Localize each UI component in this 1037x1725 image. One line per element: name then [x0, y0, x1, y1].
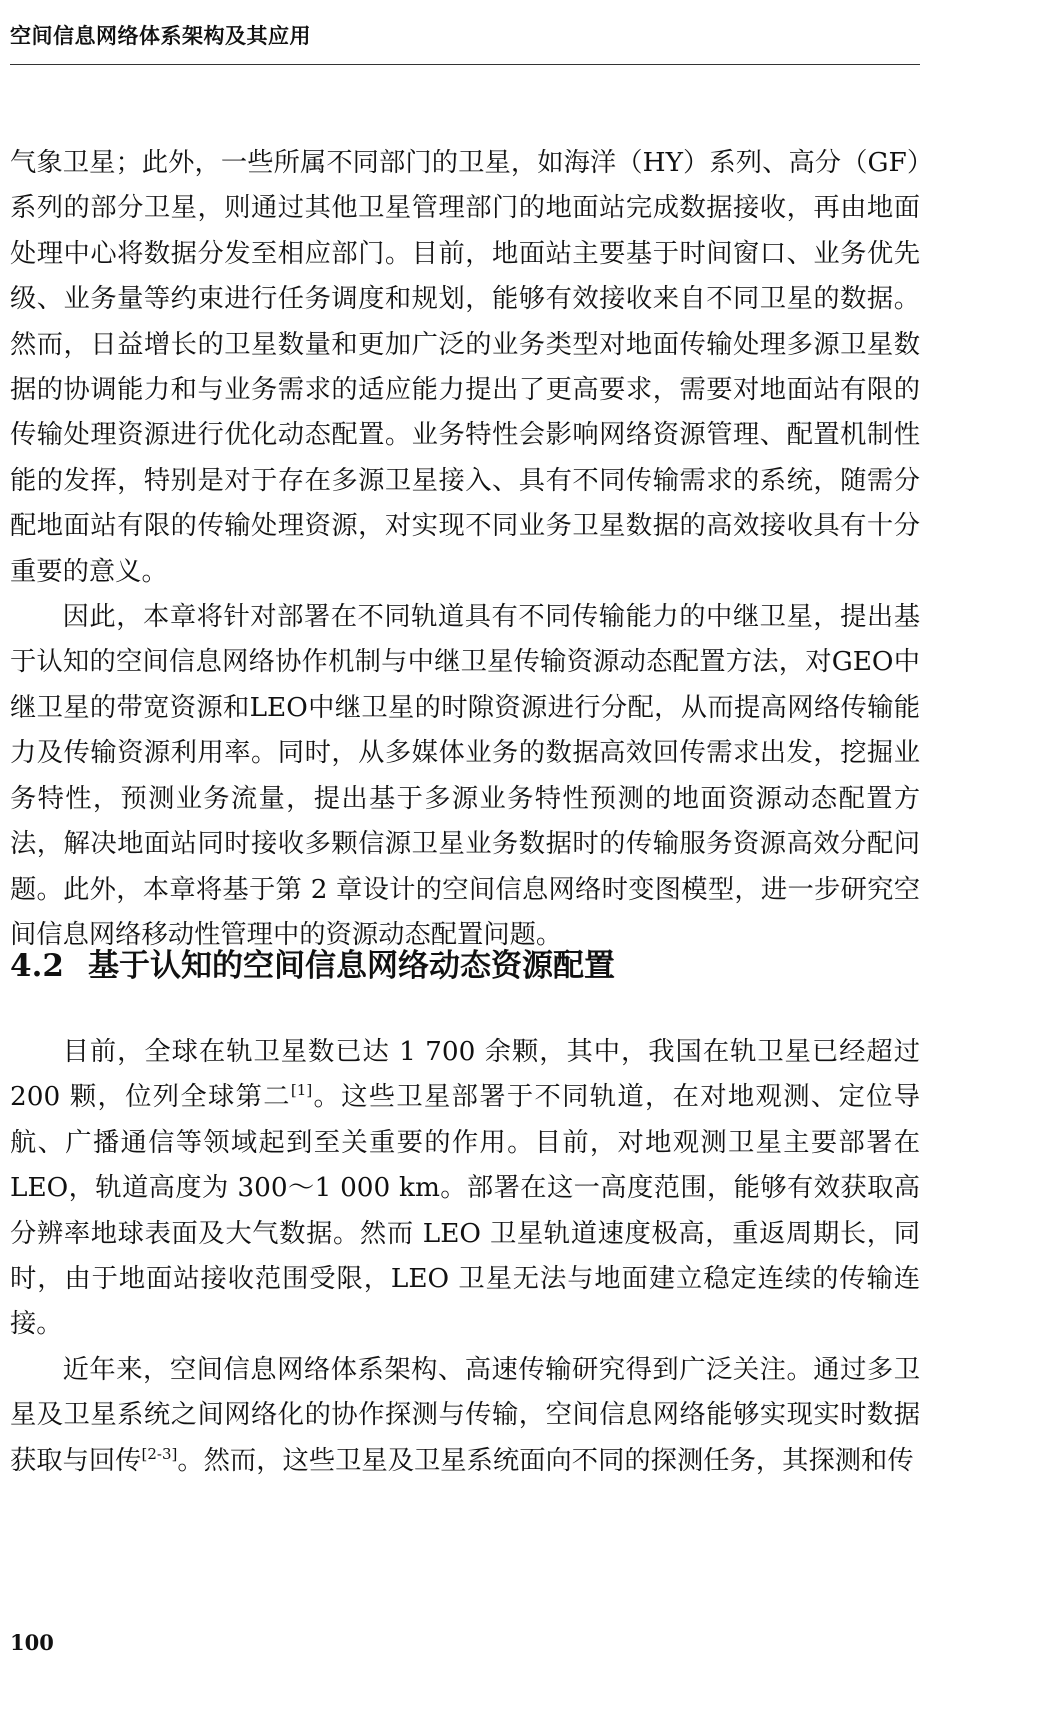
paragraph-network-research	[10, 1348, 920, 1484]
citation-ref: [1]	[290, 1081, 313, 1100]
paragraph-text: 目前，全球在轨卫星数已达 1 700 余颗，其中，我国在轨卫星已经超过 200 颗，位列全球第二	[10, 1037, 920, 1113]
section-title: 基于认知的空间信息网络动态资源配置	[88, 948, 615, 984]
header-divider	[10, 64, 920, 65]
citation-ref: [2-3]	[141, 1444, 178, 1463]
paragraph-chapter-overview: 因此，本章将针对部署在不同轨道具有不同传输能力的中继卫星，提出基于认知的空间信息网络协作机制与中继卫星传输资源动态配置方法，对GEO中继卫星的带宽资源和LEO中继卫星的时隙资源进行分配，从而提高网络传输能力及传输资源利用率。同时，从多媒体业务的数据高效回传需求出发，挖掘业务特性，预测业务流量，提出基于多源业务特性预测的地面资源动态配置方法，解决地面站同时接收多颗信源卫星业务数据时的传输服务资源高效分配问题。此外，本章将基于第 2 章设计的空间信息网络时变图模型，进一步研究空间信息网络移动性管理中的资源动态配置问题。	[10, 602, 920, 950]
paragraph-satellite-status	[10, 1030, 920, 1348]
paragraph-text: 。这些卫星部署于不同轨道，在对地观测、定位导航、广播通信等领域起到至关重要的作用。目前，对地观测卫星主要部署在LEO，轨道高度为 300～1 000 km。部署在这一高度范围，能够有效获取高分辨率地球表面及大气数据。然而 LEO 卫星轨道速度极高，重返周期长，同时，由于地面站接收范围受限，LEO 卫星无法与地面建立稳定连续的传输连接。	[10, 1082, 920, 1340]
body-text-top	[10, 141, 920, 958]
body-text-section	[10, 1030, 920, 1484]
page-number: 100	[10, 1630, 54, 1655]
section-number: 4.2	[10, 948, 64, 984]
section-heading	[10, 940, 615, 985]
paragraph-text: 近年来，空间信息网络体系架构、高速传输研究得到广泛关注。通过多卫星及卫星系统之间网络化的协作探测与传输，空间信息网络能够实现实时数据获取与回传	[10, 1354, 920, 1476]
paragraph-continuation: 气象卫星；此外，一些所属不同部门的卫星，如海洋（HY）系列、高分（GF）系列的部分卫星，则通过其他卫星管理部门的地面站完成数据接收，再由地面处理中心将数据分发至相应部门。目前，地面站主要基于时间窗口、业务优先级、业务量等约束进行任务调度和规划，能够有效接收来自不同卫星的数据。然而，日益增长的卫星数量和更加广泛的业务类型对地面传输处理多源卫星数据的协调能力和与业务需求的适应能力提出了更高要求，需要对地面站有限的传输处理资源进行优化动态配置。业务特性会影响网络资源管理、配置机制性能的发挥，特别是对于存在多源卫星接入、具有不同传输需求的系统，随需分配地面站有限的传输处理资源，对实现不同业务卫星数据的高效接收具有十分重要的意义。	[10, 148, 920, 587]
paragraph-text: 。然而，这些卫星及卫星系统面向不同的探测任务，其探测和传	[177, 1445, 914, 1476]
running-header: 空间信息网络体系架构及其应用	[10, 23, 311, 48]
